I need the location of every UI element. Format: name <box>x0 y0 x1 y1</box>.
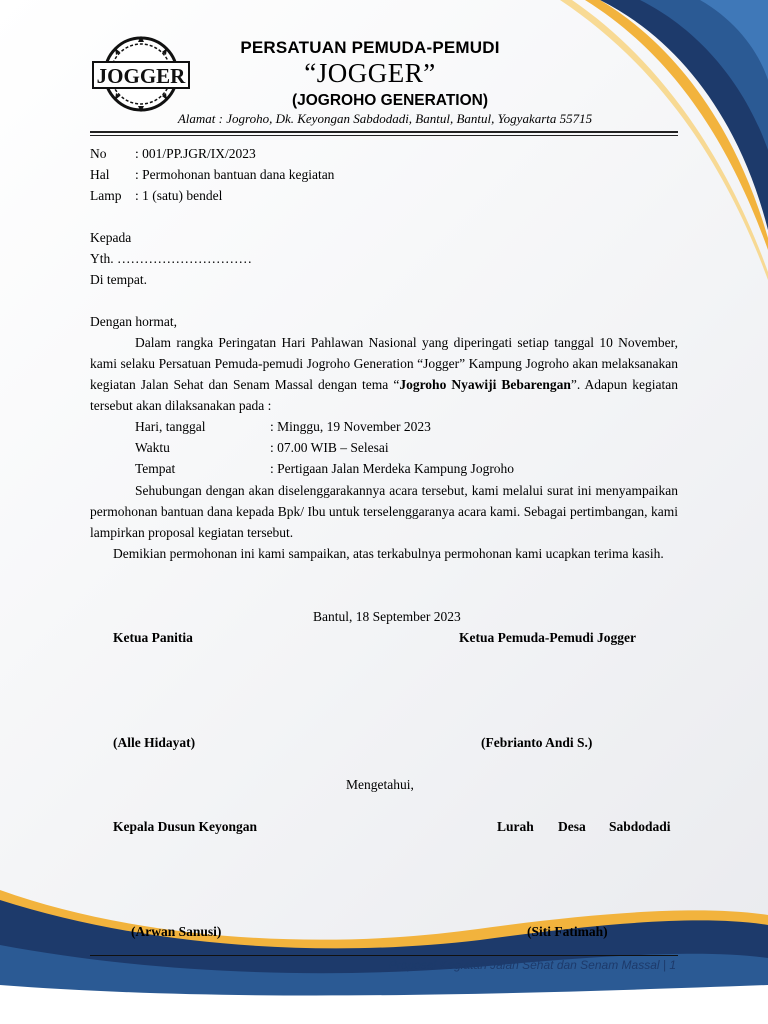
signer-name-right-2: (Siti Fatimah) <box>527 924 608 939</box>
signer-title-left: Ketua Panitia <box>113 630 193 645</box>
header-divider <box>90 131 678 133</box>
jogger-logo <box>91 36 191 112</box>
event-theme: Jogroho Nyawiji Bebarengan <box>399 377 571 392</box>
paragraph-1-after: ”. Adapun kegiatan tersebut akan dilaksanakan pada : <box>90 377 679 413</box>
meta-lamp-label: Lamp <box>90 188 122 203</box>
recipient-tempat: Di tempat. <box>90 272 147 287</box>
paragraph-1-text: Dalam rangka Peringatan Hari Pahlawan Nasional yang diperingati setiap tanggal 10 November, kami selaku Persatuan Pemuda-pemudi Jogroho Generation “Jogger” Kampung Jogroho akan melaksanakan kegiatan Jalan Sehat dan Senam Massal dengan tema “ <box>90 335 678 392</box>
signer-name-right: (Febrianto Andi S.) <box>481 735 593 750</box>
detail-value-date: : Minggu, 19 November 2023 <box>270 419 431 434</box>
paragraph-1 <box>90 332 678 416</box>
acknowledged-label: Mengetahui, <box>346 777 414 792</box>
meta-hal-value: : Permohonan bantuan dana kegiatan <box>135 167 335 182</box>
footer-text: Proposal Kegiatan Jalan Sehat dan Senam Massal | 1 <box>388 958 676 972</box>
org-subtitle: (JOGROHO GENERATION) <box>291 92 489 109</box>
footer-divider <box>90 955 678 956</box>
org-address: Alamat : Jogroho, Dk. Keyongan Sabdodadi, Bantul, Bantul, Yogyakarta 55715 <box>177 111 593 126</box>
signer-title-right-2-w3: Sabdodadi <box>609 819 671 834</box>
meta-hal-label: Hal <box>90 167 110 182</box>
logo-text: JOGGER <box>96 64 186 88</box>
meta-lamp-value: : 1 (satu) bendel <box>135 188 223 203</box>
recipient-yth: Yth. ………………………… <box>90 251 252 266</box>
detail-label-date: Hari, tanggal <box>135 419 206 434</box>
signer-title-left-2: Kepala Dusun Keyongan <box>113 819 258 834</box>
paragraph-3: Demikian permohonan ini kami sampaikan, atas terkabulnya permohonan kami ucapkan terima kasih. <box>113 546 664 561</box>
signer-name-left-2: (Arwan Sanusi) <box>131 924 222 939</box>
paragraph-2: Sehubungan dengan akan diselenggarakannya acara tersebut, kami melalui surat ini menyampaikan permohonan bantuan dana kepada Bpk/ Ibu untuk terselenggaranya acara kami. Sebagai pertimbangan, kami lampirkan proposal kegiatan tersebut. <box>90 483 678 540</box>
detail-label-time: Waktu <box>135 440 170 455</box>
meta-no-value: : 001/PP.JGR/IX/2023 <box>135 146 256 161</box>
signer-title-right-2-w2: Desa <box>558 819 586 834</box>
signer-title-right-2-w1: Lurah <box>497 819 534 834</box>
salutation: Dengan hormat, <box>90 314 177 329</box>
detail-value-time: : 07.00 WIB – Selesai <box>270 440 389 455</box>
recipient-kepada: Kepada <box>90 230 132 245</box>
meta-no-label: No <box>90 146 107 161</box>
detail-value-place: : Pertigaan Jalan Merdeka Kampung Jogroho <box>270 461 515 476</box>
detail-label-place: Tempat <box>135 461 176 476</box>
signer-name-left: (Alle Hidayat) <box>113 735 196 750</box>
place-date: Bantul, 18 September 2023 <box>313 609 461 624</box>
signer-title-right: Ketua Pemuda-Pemudi Jogger <box>459 630 636 645</box>
org-nickname: “JOGGER” <box>304 58 436 88</box>
header-divider-thin <box>90 135 678 136</box>
org-name: PERSATUAN PEMUDA-PEMUDI <box>240 38 500 57</box>
